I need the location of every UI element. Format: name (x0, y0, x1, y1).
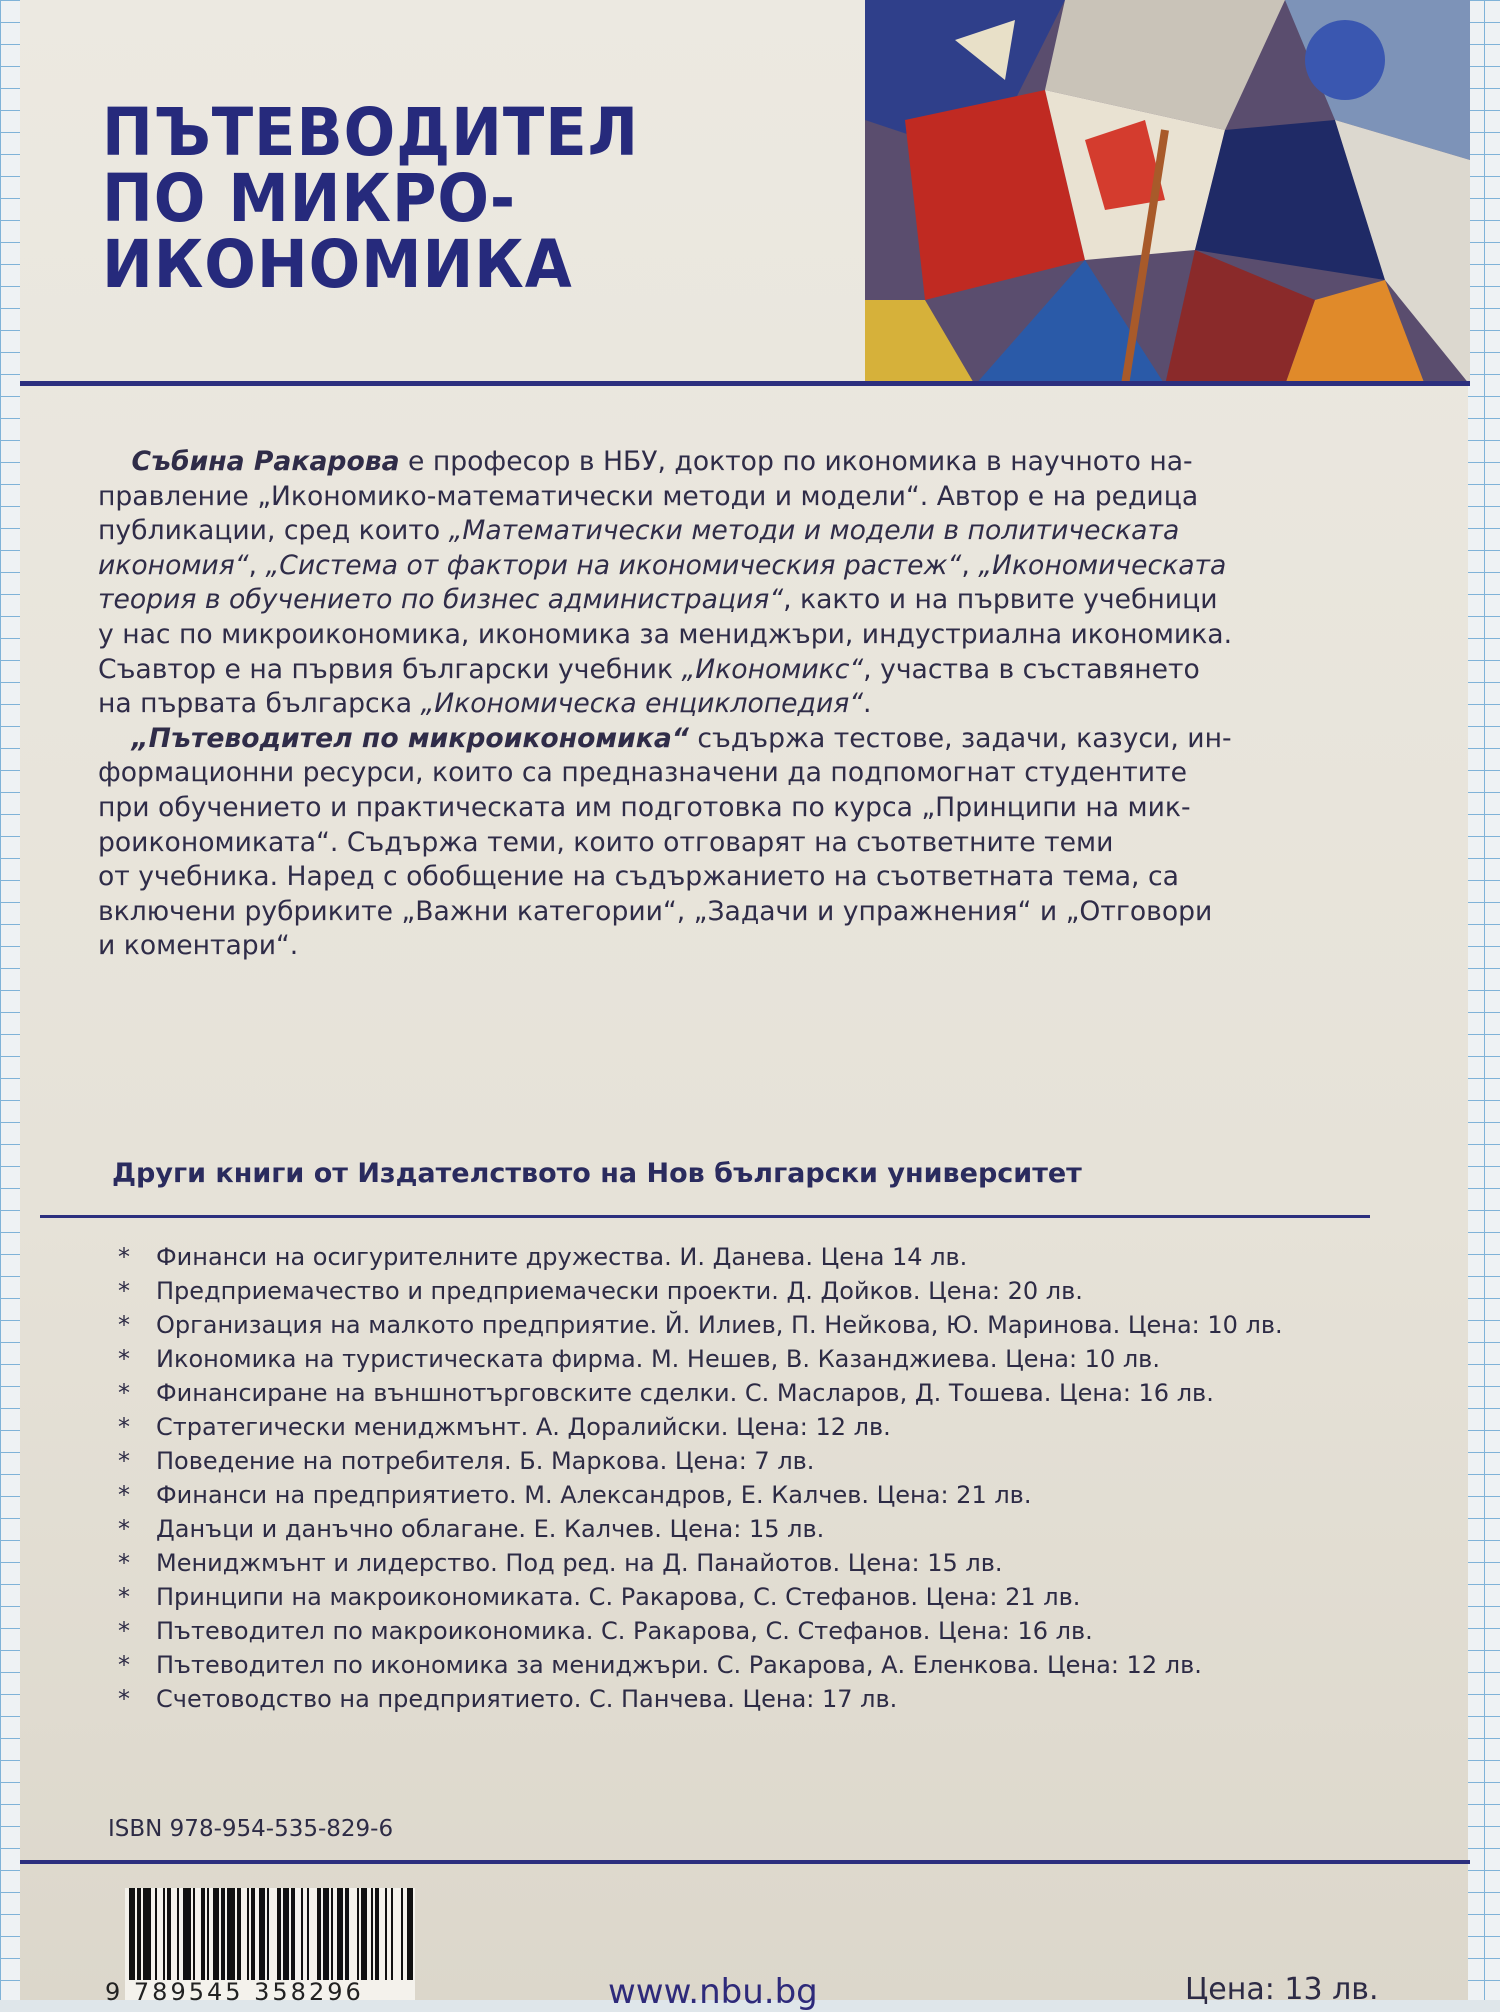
barcode-bar (259, 1888, 265, 1980)
book-list-item (118, 1308, 1283, 1342)
text-segment: , (248, 549, 266, 581)
author-description (98, 445, 1368, 964)
website-link[interactable]: www.nbu.bg (608, 1972, 818, 2012)
barcode-bar (267, 1888, 269, 1980)
text-line (98, 583, 1350, 618)
section-heading: Други книги от Издателството на Нов български университет (112, 1158, 1082, 1189)
book-entry: Счетоводство на предприятието. С. Панчева. Цена: 17 лв. (156, 1685, 898, 1713)
book-list-item (118, 1614, 1283, 1648)
barcode-bar (251, 1888, 255, 1980)
text-segment: икономия“ (98, 549, 249, 581)
barcode-bar (317, 1888, 321, 1980)
book-list-item (118, 1478, 1283, 1512)
text-segment: . (863, 688, 872, 720)
bullet-star: * (118, 1549, 130, 1577)
text-line (98, 514, 1350, 549)
divider-bottom (20, 1860, 1470, 1864)
barcode-bar (143, 1888, 151, 1980)
barcode-bar (163, 1888, 165, 1980)
barcode-bar (391, 1888, 393, 1980)
text-segment: Съавтор е на първия български учебник (98, 653, 682, 685)
title-line: ИКОНОМИКА (102, 226, 573, 303)
text-segment: и коментари“. (98, 930, 299, 962)
text-line (98, 929, 1350, 964)
barcode-bar (371, 1888, 373, 1980)
bullet-star: * (118, 1311, 130, 1339)
text-line (98, 480, 1350, 515)
bullet-star: * (118, 1685, 130, 1713)
text-segment: формационни ресурси, които са предназначени да подпомогнат студентите (98, 757, 1187, 789)
barcode-bar (277, 1888, 281, 1980)
bullet-star: * (118, 1277, 130, 1305)
barcode-bar (401, 1888, 403, 1980)
barcode-bar (407, 1888, 413, 1980)
bullet-star: * (118, 1583, 130, 1611)
book-entry: Финансиране на външнотърговските сделки. С. Масларов, Д. Тошева. Цена: 16 лв. (156, 1379, 1214, 1407)
barcode-bar (237, 1888, 241, 1980)
text-segment: съдържа тестове, задачи, казуси, ин- (688, 722, 1232, 754)
barcode-bar (291, 1888, 295, 1980)
isbn: ISBN 978-954-535-829-6 (108, 1816, 394, 1842)
book-list-item (118, 1580, 1283, 1614)
cover-painting (865, 0, 1470, 385)
text-segment: включени рубриките „Важни категории“, „Задачи и упражнения“ и „Отговори (98, 895, 1213, 927)
bullet-star: * (118, 1243, 130, 1271)
barcode-bar (361, 1888, 367, 1980)
bullet-star: * (118, 1515, 130, 1543)
text-segment: роикономиката“. Съдържа теми, които отговарят на съответните теми (98, 826, 1114, 858)
book-entry: Финанси на осигурителните дружества. И. Данева. Цена 14 лв. (156, 1243, 968, 1271)
text-segment: Събина Ракарова (131, 446, 400, 477)
text-segment: „Икономическа енциклопедия“ (420, 688, 864, 720)
barcode-bar (357, 1888, 359, 1980)
barcode-bar (375, 1888, 379, 1980)
text-line (98, 791, 1350, 826)
divider-top (20, 381, 1470, 386)
price: Цена: 13 лв. (1185, 1972, 1379, 2007)
barcode-bar (337, 1888, 343, 1980)
barcode-bar (137, 1888, 141, 1980)
bullet-star: * (118, 1481, 130, 1509)
barcode-bar (183, 1888, 191, 1980)
book-list-item (118, 1546, 1283, 1580)
book-list-item (118, 1648, 1283, 1682)
book-list-item (118, 1274, 1283, 1308)
text-segment: у нас по микроикономика, икономика за мениджъри, индустриална икономика. (98, 618, 1233, 650)
text-line (98, 618, 1350, 653)
barcode-bar (213, 1888, 219, 1980)
text-line (98, 722, 1350, 757)
graph-paper-left (0, 0, 22, 2000)
text-line (98, 895, 1350, 930)
book-entry: Мениджмънт и лидерство. Под ред. на Д. Панайотов. Цена: 15 лв. (156, 1549, 1003, 1577)
text-segment: „Математически методи и модели в политическата (448, 515, 1180, 547)
barcode-bar (207, 1888, 209, 1980)
text-line (98, 653, 1350, 688)
book-entry: Поведение на потребителя. Б. Маркова. Цена: 7 лв. (156, 1447, 815, 1475)
text-line (98, 445, 1350, 480)
barcode-bar (323, 1888, 329, 1980)
book-list-item (118, 1512, 1283, 1546)
book-entry: Икономика на туристическата фирма. М. Нешев, В. Казанджиева. Цена: 10 лв. (156, 1345, 1160, 1373)
text-segment: „Икономикс“ (681, 653, 864, 685)
book-entry: Финанси на предприятието. М. Александров, Е. Калчев. Цена: 21 лв. (156, 1481, 1032, 1509)
barcode-bar (331, 1888, 333, 1980)
text-segment: „Икономическата (978, 549, 1227, 581)
text-segment: , (961, 549, 979, 581)
barcode-bar (247, 1888, 249, 1980)
text-segment: „Система от фактори на икономическия растеж“ (265, 549, 962, 581)
barcode-bar (167, 1888, 171, 1980)
book-list-item (118, 1240, 1283, 1274)
book-entry: Предприемачество и предприемачески проекти. Д. Дойков. Цена: 20 лв. (156, 1277, 1083, 1305)
book-entry: Данъци и данъчно облагане. Е. Калчев. Цена: 15 лв. (156, 1515, 825, 1543)
book-list-item (118, 1342, 1283, 1376)
bullet-star: * (118, 1379, 130, 1407)
text-line (98, 687, 1350, 722)
text-segment: публикации, сред които (98, 515, 449, 547)
bullet-star: * (118, 1447, 130, 1475)
book-entry: Пътеводител по икономика за мениджъри. С. Ракарова, А. Еленкова. Цена: 12 лв. (156, 1651, 1202, 1679)
text-segment: теория в обучението по бизнес администрация“ (98, 584, 784, 616)
title-line: ПЪТЕВОДИТЕЛ (102, 94, 640, 171)
barcode-bar (129, 1888, 135, 1980)
text-segment: правление „Икономико-математически методи и модели“. Автор е на редица (98, 480, 1199, 512)
book-entry: Организация на малкото предприятие. Й. Илиев, П. Нейкова, Ю. Маринова. Цена: 10 лв. (156, 1311, 1283, 1339)
barcode-bar (345, 1888, 349, 1980)
title-line: ПО МИКРО- (102, 160, 517, 237)
bullet-star: * (118, 1413, 130, 1441)
barcode-bar (201, 1888, 205, 1980)
book-list-item (118, 1682, 1283, 1716)
text-line (98, 549, 1350, 584)
text-segment: , участва в съставянето (863, 653, 1200, 685)
text-segment: на първата българска (98, 688, 421, 720)
barcode-bar (155, 1888, 157, 1980)
text-segment: „Пътеводител по микроикономика“ (131, 722, 689, 754)
barcode-bar (227, 1888, 235, 1980)
bullet-star: * (118, 1651, 130, 1679)
barcode-bar (221, 1888, 225, 1980)
barcode-bar (307, 1888, 309, 1980)
barcode-bar (301, 1888, 303, 1980)
barcode-bar (177, 1888, 179, 1980)
divider-section (40, 1215, 1370, 1218)
bullet-star: * (118, 1617, 130, 1645)
barcode-bar (385, 1888, 387, 1980)
text-segment: от учебника. Наред с обобщение на съдържанието на съответната тема, са (98, 861, 1179, 893)
barcode-bar (283, 1888, 289, 1980)
book-entry: Пътеводител по макроикономика. С. Ракарова, С. Стефанов. Цена: 16 лв. (156, 1617, 1093, 1645)
text-segment: е професор в НБУ, доктор по икономика в научното на- (399, 446, 1193, 477)
bullet-star: * (118, 1345, 130, 1373)
text-line (98, 860, 1350, 895)
book-list-item (118, 1444, 1283, 1478)
book-title (102, 94, 640, 303)
barcode-bar (193, 1888, 195, 1980)
book-list-item (118, 1376, 1283, 1410)
text-segment: , както и на първите учебници (783, 584, 1218, 616)
text-line (98, 756, 1350, 791)
book-entry: Принципи на макроикономиката. С. Ракарова, С. Стефанов. Цена: 21 лв. (156, 1583, 1081, 1611)
barcode-digits: 9 789545 358296 (105, 1978, 364, 2006)
text-segment: при обучението и практическата им подготовка по курса „Принципи на мик- (98, 791, 1191, 823)
book-list-item (118, 1410, 1283, 1444)
other-books-list (118, 1240, 1283, 1716)
book-entry: Стратегически мениджмънт. А. Доралийски. Цена: 12 лв. (156, 1413, 891, 1441)
text-line (98, 826, 1350, 861)
